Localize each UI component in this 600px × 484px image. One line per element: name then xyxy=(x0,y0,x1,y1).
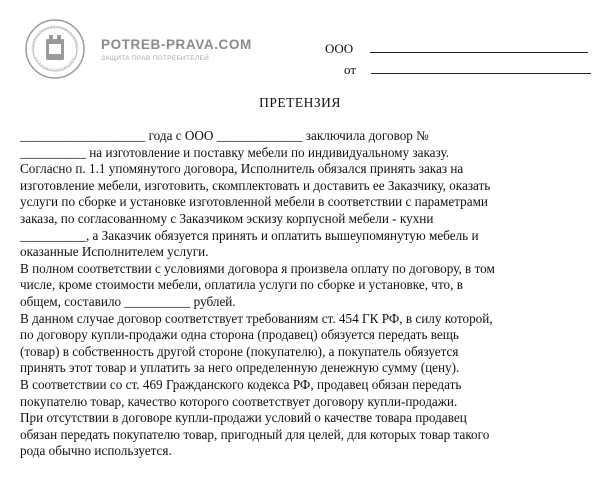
body-line: В соответствии со ст. 469 Гражданского кодекса РФ, продавец обязан передать xyxy=(20,376,462,392)
body-line: обязан передать покупателю товар, пригодный для целей, для которых товар такого xyxy=(20,426,490,442)
document-body xyxy=(20,128,592,460)
body-line: (товар) в собственность другой стороне (покупателю), а покупатель обязуется xyxy=(20,343,459,359)
body-line: изготовление мебели, изготовить, скомплектовать и доставить ее Заказчику, оказать xyxy=(20,177,491,193)
body-line: В данном случае договор соответствует требованиям ст. 454 ГК РФ, в силу которой, xyxy=(20,310,493,326)
site-name[interactable]: POTREB-PRAVA.COM xyxy=(101,37,252,52)
body-line: В полном соответствии с условиями договора я произвела оплату по договору, в том xyxy=(20,260,495,276)
body-line: заказа, по согласованному с Заказчиком эскизу корпусной мебели - кухни xyxy=(20,210,434,226)
body-line: принять этот товар и уплатить за него определенную денежную сумму (цену). xyxy=(20,360,460,376)
body-line: __________ на изготовление и поставку мебели по индивидуальному заказу. xyxy=(20,144,450,160)
body-line: Согласно п. 1.1 упомянутого договора, Исполнитель обязался принять заказ на xyxy=(20,161,464,177)
body-line: покупателю товар, качество которого соответствует договору купли-продажи. xyxy=(20,393,458,409)
body-line: услуги по сборке и установке изготовленной мебели в соответствии с параметрами xyxy=(20,194,488,210)
sender-blank xyxy=(371,62,591,74)
site-logo-seal-icon[interactable] xyxy=(24,18,86,80)
body-line: рода обычно используется. xyxy=(20,443,172,459)
sender-label: от xyxy=(344,62,357,77)
body-line: по договору купли-продажи одна сторона (продавец) обязуется передать вещь xyxy=(20,327,459,343)
body-line: При отсутствии в договоре купли-продажи условий о качестве товара продавец xyxy=(20,410,467,426)
document-title: ПРЕТЕНЗИЯ xyxy=(259,95,341,110)
sender-line xyxy=(344,62,591,78)
site-tagline: ЗАЩИТА ПРАВ ПОТРЕБИТЕЛЕЙ xyxy=(101,55,210,62)
addressee-company-line xyxy=(325,41,588,57)
addressee-company-blank xyxy=(370,41,588,53)
body-line: оказанные Исполнителем услуги. xyxy=(20,244,209,260)
body-line: __________, а Заказчик обязуется принять и оплатить вышеупомянутую мебель и xyxy=(20,227,479,243)
body-line: общем, составило __________ рублей. xyxy=(20,293,236,309)
body-line: числе, кроме стоимости мебели, оплатила услуги по сборке и установке, что, в xyxy=(20,277,463,293)
addressee-company-label: ООО xyxy=(325,41,354,56)
body-line: ___________________ года с ООО _____________ заключила договор № xyxy=(20,128,429,143)
